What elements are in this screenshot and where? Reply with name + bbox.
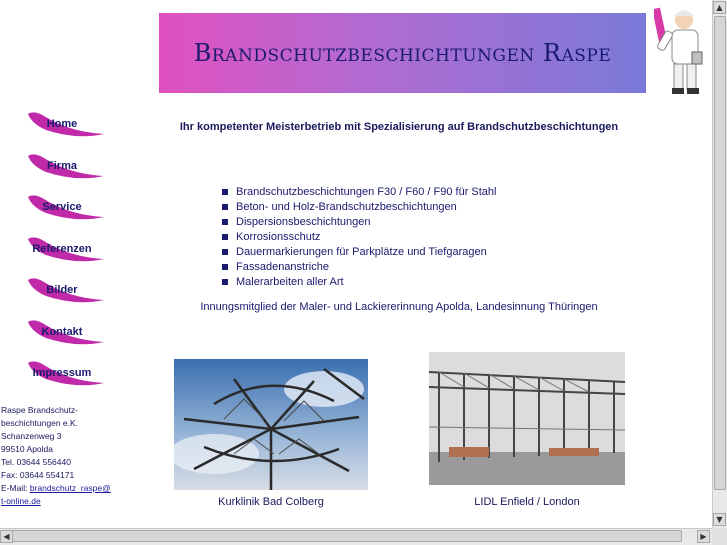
nav-item-impressum[interactable] [22, 359, 112, 401]
email-link[interactable]: brandschutz_raspe@ [29, 483, 111, 493]
nav-label-bilder[interactable]: Bilder [46, 284, 78, 296]
scroll-up-button[interactable]: ▲ [713, 1, 726, 14]
address-line: Raspe Brandschutz- [1, 405, 79, 415]
photo-caption: Kurklinik Bad Colberg [218, 496, 324, 508]
company-address [1, 404, 131, 508]
fax-line: Fax: 03644 554171 [1, 470, 75, 480]
nav-label-firma[interactable]: Firma [47, 159, 77, 172]
address-line: beschichtungen e.K. [1, 418, 79, 428]
service-item: Dauermarkierungen für Parkplätze und Tiefgaragen [222, 245, 496, 260]
nav-item-firma[interactable] [22, 152, 112, 194]
tagline: Ihr kompetenter Meisterbetrieb mit Spezialisierung auf Brandschutzbeschichtungen [179, 121, 619, 133]
email-link-continued[interactable]: t-online.de [1, 496, 41, 506]
main-navigation [22, 110, 112, 401]
scrollbar-corner [712, 528, 727, 545]
nav-item-bilder[interactable] [22, 276, 112, 318]
vertical-scroll-thumb[interactable] [714, 16, 726, 490]
service-item: Brandschutzbeschichtungen F30 / F60 / F90 für Stahl [222, 185, 496, 200]
kurklinik-photo [174, 359, 368, 490]
scroll-down-button[interactable]: ▼ [713, 513, 726, 526]
nav-item-home[interactable] [22, 110, 112, 152]
nav-item-service[interactable] [22, 193, 112, 235]
nav-label-referenzen[interactable]: Referenzen [32, 242, 92, 255]
service-item: Korrosionsschutz [222, 230, 496, 245]
nav-label-home[interactable]: Home [46, 118, 78, 130]
nav-label-impressum[interactable]: Impressum [32, 367, 92, 379]
email-line [1, 482, 131, 495]
scroll-right-button[interactable]: ▶ [697, 530, 710, 543]
site-title: Brandschutzbeschichtungen Raspe [193, 39, 612, 67]
painter-mascot-image [654, 2, 716, 98]
service-item: Malerarbeiten aller Art [222, 275, 496, 290]
lidl-photo [429, 352, 625, 485]
nav-label-kontakt[interactable]: Kontakt [41, 325, 83, 338]
header-banner [159, 13, 646, 93]
phone-line: Tel. 03644 556440 [1, 457, 71, 467]
membership-text: Innungsmitglied der Maler- und Lackiererinnung Apolda, Landesinnung Thüringen [200, 301, 598, 313]
service-item: Fassadenanstriche [222, 260, 496, 275]
scroll-left-button[interactable]: ◀ [0, 530, 13, 543]
nav-label-service[interactable]: Service [42, 201, 82, 213]
address-line: 99510 Apolda [1, 444, 53, 454]
nav-item-kontakt[interactable] [22, 318, 112, 360]
email-prefix: E-Mail: [1, 483, 30, 493]
address-line: Schanzenweg 3 [1, 431, 62, 441]
horizontal-scroll-thumb[interactable] [12, 530, 682, 542]
service-item: Dispersionsbeschichtungen [222, 215, 496, 230]
services-list [222, 185, 496, 290]
service-item: Beton- und Holz-Brandschutzbeschichtungen [222, 200, 496, 215]
photo-caption: LIDL Enfield / London [474, 496, 580, 508]
nav-item-referenzen[interactable] [22, 235, 112, 277]
